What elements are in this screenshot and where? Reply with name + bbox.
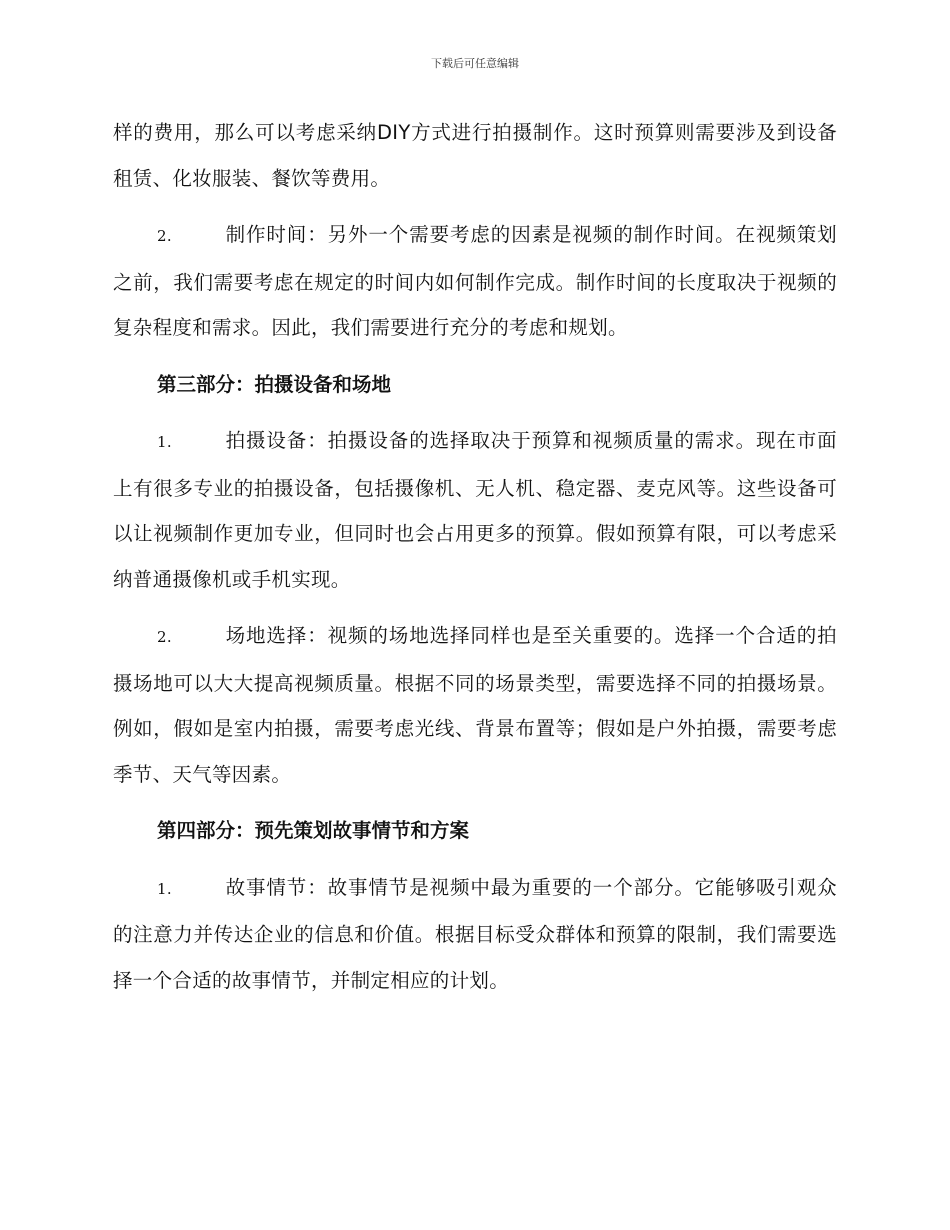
list-item-venue xyxy=(113,613,837,797)
list-item-text: 故事情节：故事情节是视频中最为重要的一个部分。它能够吸引观众的注意力并传达企业的信息和价值。根据目标受众群体和预算的限制，我们需要选择一个合适的故事情节，并制定相应的计划。 xyxy=(113,875,837,992)
section-heading-part-four: 第四部分：预先策划故事情节和方案 xyxy=(157,819,470,842)
paragraph-gap xyxy=(113,351,837,362)
paragraph-gap xyxy=(113,407,837,418)
paragraph-gap xyxy=(113,201,837,212)
paragraph-gap xyxy=(113,797,837,808)
list-item-text: 制作时间：另外一个需要考虑的因素是视频的制作时间。在视频策划之前，我们需要考虑在规定的时间内如何制作完成。制作时间的长度取决于视频的复杂程度和需求。因此，我们需要进行充分的考虑和规划。 xyxy=(113,223,837,339)
list-number: 2. xyxy=(157,227,172,245)
list-number: 2. xyxy=(157,628,172,646)
document-body xyxy=(113,110,837,1003)
list-item-equipment xyxy=(113,418,837,602)
list-number: 1. xyxy=(157,879,172,898)
section-heading-part-three: 第三部分：拍摄设备和场地 xyxy=(157,372,392,396)
list-number: 1. xyxy=(157,433,172,451)
list-item-text: 场地选择：视频的场地选择同样也是至关重要的。选择一个合适的拍摄场地可以大大提高视频质量。根据不同的场景类型，需要选择不同的拍摄场景。例如，假如是室内拍摄，需要考虑光线、背景布置等；假如是户外拍摄，需要考虑季节、天气等因素。 xyxy=(113,624,837,786)
list-item-production-time xyxy=(113,212,837,351)
list-item-storyline xyxy=(113,865,837,1004)
paragraph-gap xyxy=(113,854,837,865)
page-header: 下载后可任意编辑 xyxy=(431,57,519,70)
list-item-text: 拍摄设备：拍摄设备的选择取决于预算和视频质量的需求。现在市面上有很多专业的拍摄设备，包括摄像机、无人机、稳定器、麦克风等。这些设备可以让视频制作更加专业，但同时也会占用更多的预算。假如预算有限，可以考虑采纳普通摄像机或手机实现。 xyxy=(113,429,837,591)
paragraph-gap xyxy=(113,602,837,613)
paragraph-continued: 样的费用，那么可以考虑采纳DIY方式进行拍摄制作。这时预算则需要涉及到设备租赁、化妆服装、餐饮等费用。 xyxy=(113,121,837,190)
